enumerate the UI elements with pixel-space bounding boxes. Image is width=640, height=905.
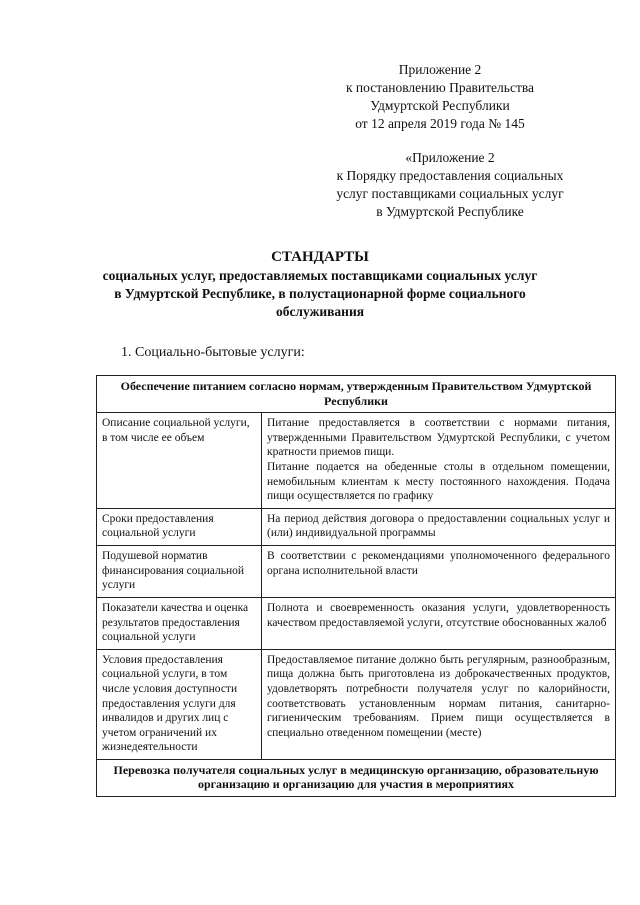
appendix-reference-decree [330, 61, 550, 133]
row-label: Показатели качества и оценка результатов предоставления социальной услуги [97, 597, 262, 649]
appendix-line: к постановлению Правительства [345, 80, 535, 95]
title-main: СТАНДАРТЫ [271, 249, 369, 265]
table-header-row [97, 376, 616, 413]
table-row [97, 597, 616, 649]
title-line: в Удмуртской Республике, в полустационарной форме социального [114, 286, 526, 301]
table-header-cell: Обеспечение питанием согласно нормам, утвержденным Правительством Удмуртской Республики [97, 376, 616, 413]
title-line: социальных услуг, предоставляемых поставщиками социальных услуг [102, 268, 538, 283]
table-section-heading: Перевозка получателя социальных услуг в медицинскую организацию, образовательную организацию и организацию для участия в мероприятиях [97, 759, 616, 796]
table-row [97, 649, 616, 759]
row-label: Условия предоставления социальной услуги, в том числе условия доступности предоставления услуги для инвалидов и других лиц с учетом ограничений их жизнедеятельности [97, 649, 262, 759]
document-title [95, 247, 545, 321]
table-footer-row [97, 759, 616, 796]
appendix-line: от 12 апреля 2019 года № 145 [355, 116, 525, 131]
table-row [97, 508, 616, 545]
row-value: Предоставляемое питание должно быть регулярным, разнообразным, пища должна быть приготовлена из доброкачественных продуктов, удовлетворять потребности получателя услуг по калорийности, соответствовать установленным нормам питания, санитарно-гигиеническим требованиям. Прием пищи осуществляется в специально отведенном помещении (месте) [262, 649, 616, 759]
standards-table [96, 375, 616, 797]
row-value [262, 413, 616, 509]
table-row [97, 413, 616, 509]
appendix-line: к Порядку предоставления социальных [336, 168, 564, 183]
appendix-line: Приложение 2 [398, 62, 482, 77]
appendix-line: услуг поставщиками социальных услуг [336, 186, 564, 201]
appendix-line: в Удмуртской Республике [376, 204, 524, 219]
table-row [97, 545, 616, 597]
appendix-line: «Приложение 2 [405, 150, 495, 165]
row-value: В соответствии с рекомендациями уполномоченного федерального органа исполнительной власти [262, 545, 616, 597]
appendix-reference-procedure [318, 149, 582, 221]
row-label: Подушевой норматив финансирования социальной услуги [97, 545, 262, 597]
row-value: На период действия договора о предоставлении социальных услуг и (или) индивидуальной программы [262, 508, 616, 545]
appendix-line: Удмуртской Республики [370, 98, 510, 113]
section-heading: 1. Социально-бытовые услуги: [121, 345, 305, 360]
row-label: Сроки предоставления социальной услуги [97, 508, 262, 545]
row-value-text: Питание предоставляется в соответствии с нормами питания, утвержденными Правительством Удмуртской Республики, с учетом кратности приемов пищи. Питание подается на обеденные столы в отдельном помещении, немобильным клиентам к месту постоянного нахождения. Подача пищи осуществляется по графику [267, 417, 610, 503]
row-value: Полнота и своевременность оказания услуги, удовлетворенность качеством предоставляемой услуги, отсутствие обоснованных жалоб [262, 597, 616, 649]
title-line: обслуживания [275, 304, 365, 319]
row-label: Описание социальной услуги, в том числе ее объем [97, 413, 262, 509]
